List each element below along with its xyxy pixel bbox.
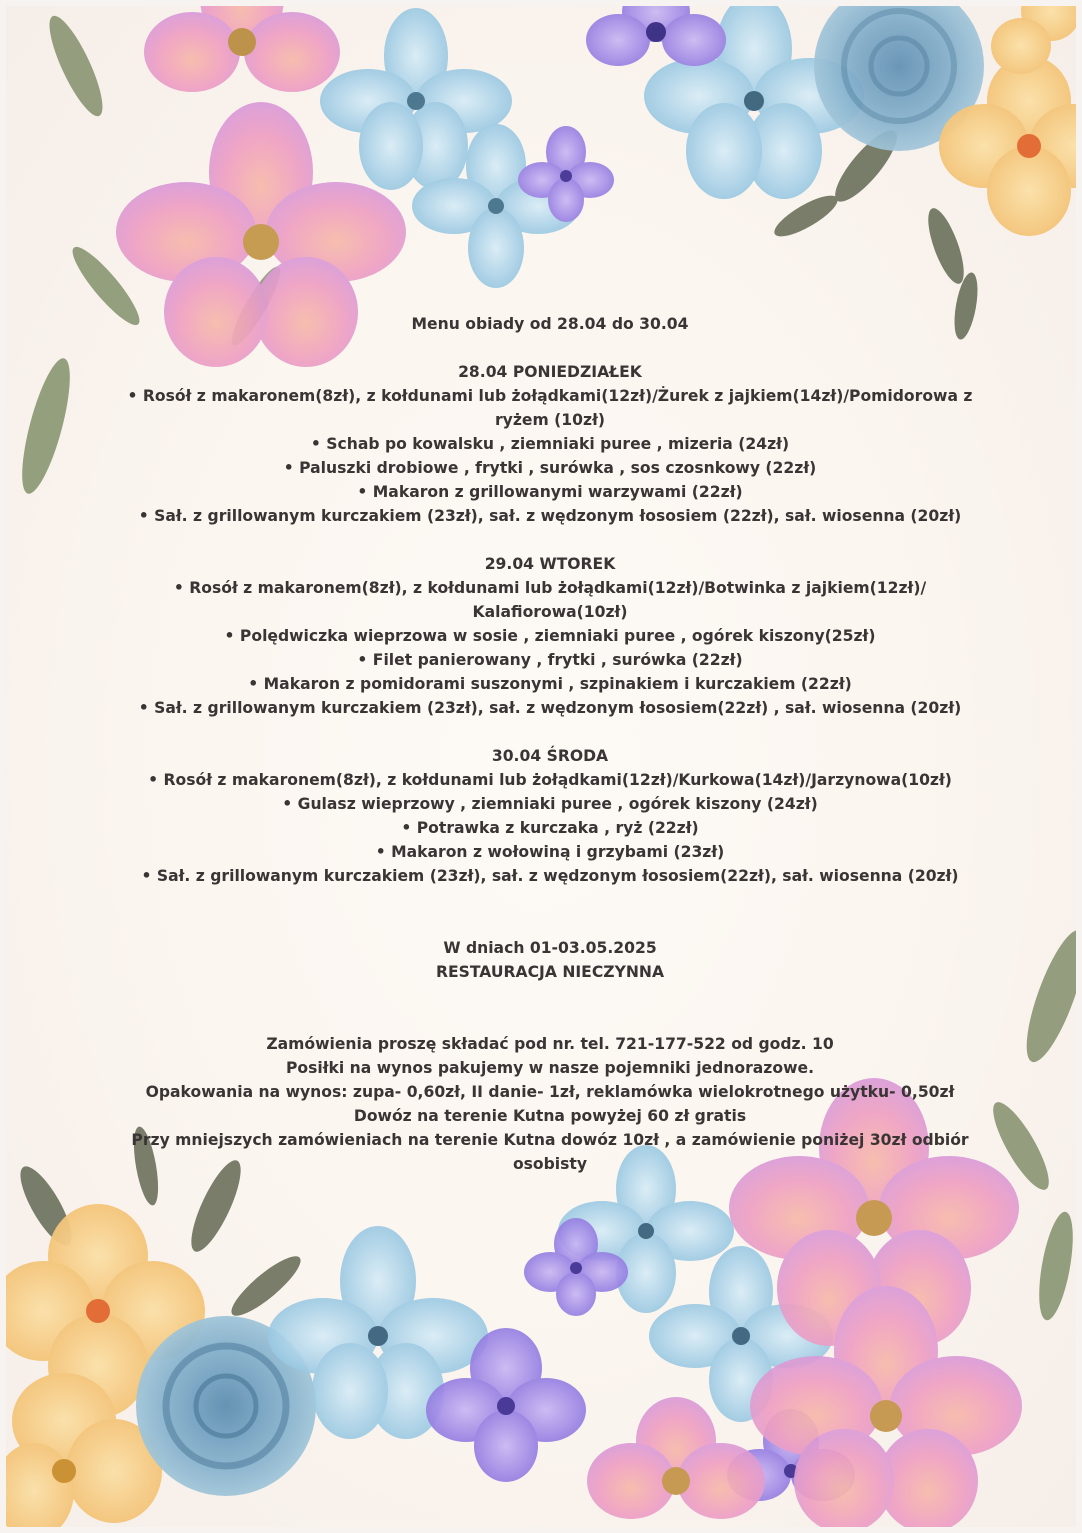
day-heading: 29.04 WTOREK: [484, 555, 616, 573]
day-heading: 30.04 ŚRODA: [491, 747, 609, 765]
delivery-fee-info: Przy mniejszych zamówieniach na terenie Kutna dowóz 10zł , a zamówienie poniżej 30zł odbiór osobisty: [131, 1131, 969, 1173]
closure-notice: [6, 936, 1076, 984]
menu-item: • Makaron z grillowanymi warzywami (22zł): [357, 483, 743, 501]
menu-item: • Potrawka z kurczaka , ryż (22zł): [401, 819, 699, 837]
day-section-tuesday: [6, 552, 1076, 720]
order-info: [6, 1032, 1076, 1176]
menu-item-soup: • Rosół z makaronem(8zł), z kołdunami lub żołądkami(12zł)/Botwinka z jajkiem(12zł)/ Kalafiorowa(10zł): [173, 579, 927, 621]
menu-page: [6, 6, 1076, 1527]
menu-item: • Paluszki drobiowe , frytki , surówka , sos czosnkowy (22zł): [283, 459, 817, 477]
menu-item: • Polędwiczka wieprzowa w sosie , ziemniaki puree , ogórek kiszony(25zł): [224, 627, 876, 645]
packaging-prices-info: Opakowania na wynos: zupa- 0,60zł, II danie- 1zł, reklamówka wielokrotnego użytku- 0,50zł: [145, 1083, 955, 1101]
menu-item: • Makaron z pomidorami suszonymi , szpinakiem i kurczakiem (22zł): [248, 675, 852, 693]
menu-item-salads: • Sał. z grillowanym kurczakiem (23zł), sał. z wędzonym łososiem(22zł) , sał. wiosenna (20zł): [138, 699, 962, 717]
menu-item: • Filet panierowany , frytki , surówka (22zł): [357, 651, 743, 669]
day-heading: 28.04 PONIEDZIAŁEK: [458, 363, 642, 381]
delivery-free-info: Dowóz na terenie Kutna powyżej 60 zł gratis: [353, 1107, 747, 1125]
menu-item-soup: • Rosół z makaronem(8zł), z kołdunami lub żołądkami(12zł)/Żurek z jajkiem(14zł)/Pomidorowa z ryżem (10zł): [127, 387, 973, 429]
takeaway-packaging-info: Posiłki na wynos pakujemy w nasze pojemniki jednorazowe.: [285, 1059, 815, 1077]
closure-dates: W dniach 01-03.05.2025: [443, 939, 657, 957]
menu-content: [6, 312, 1076, 1176]
order-phone-info: Zamówienia proszę składać pod nr. tel. 721-177-522 od godz. 10: [266, 1035, 834, 1053]
menu-item-salads: • Sał. z grillowanym kurczakiem (23zł), sał. z wędzonym łososiem(22zł), sał. wiosenna (20zł): [141, 867, 959, 885]
menu-item-soup: • Rosół z makaronem(8zł), z kołdunami lub żołądkami(12zł)/Kurkowa(14zł)/Jarzynowa(10zł): [148, 771, 952, 789]
menu-item-salads: • Sał. z grillowanym kurczakiem (23zł), sał. z wędzonym łososiem (22zł), sał. wiosenna (20zł): [138, 507, 962, 525]
menu-item: • Makaron z wołowiną i grzybami (23zł): [375, 843, 725, 861]
menu-title: Menu obiady od 28.04 do 30.04: [411, 315, 689, 333]
closure-text: RESTAURACJA NIECZYNNA: [435, 963, 665, 981]
menu-item: • Schab po kowalsku , ziemniaki puree , mizeria (24zł): [310, 435, 790, 453]
day-section-wednesday: [6, 744, 1076, 888]
day-section-monday: [6, 360, 1076, 528]
menu-item: • Gulasz wieprzowy , ziemniaki puree , ogórek kiszony (24zł): [282, 795, 818, 813]
